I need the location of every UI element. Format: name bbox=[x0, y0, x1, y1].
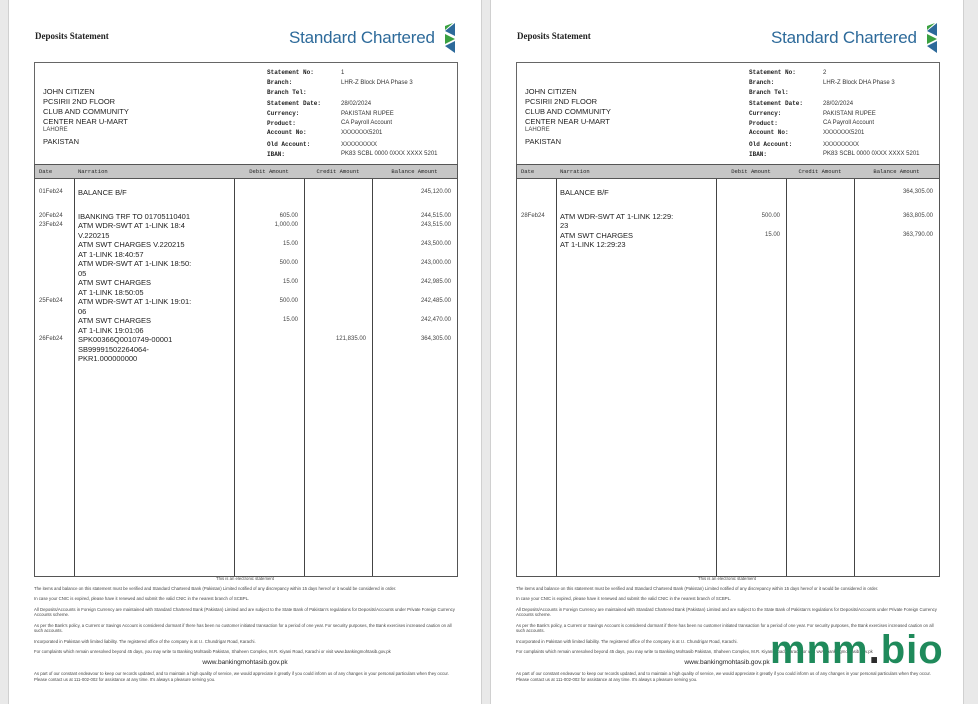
cell-narration: ATM SWT CHARGES AT 1-LINK 18:50:05 bbox=[78, 278, 152, 297]
detail-value: XXXXXXX5201 bbox=[341, 129, 383, 136]
detail-row bbox=[267, 128, 438, 138]
detail-label: Product: bbox=[267, 119, 296, 127]
cell-date: 23Feb24 bbox=[39, 222, 63, 228]
address-city: LAHORE bbox=[525, 127, 550, 133]
bank-logo bbox=[771, 22, 941, 54]
cell-debit bbox=[716, 188, 786, 198]
detail-label: Product: bbox=[749, 119, 778, 127]
detail-label: Branch Tel: bbox=[749, 88, 789, 96]
footer-closing: As part of our constant endeavour to keep our records updated, and to maintain a high quality of service, we would appreciate it greatly if you could inform us of any changes in your personal particulars when they occur. Please contact us at 111-002-002 for assistance at any time. It's always a pleasure serving you. bbox=[516, 671, 931, 682]
detail-label: IBAN: bbox=[749, 150, 768, 158]
detail-row bbox=[749, 140, 920, 150]
detail-label: Old Account: bbox=[267, 141, 311, 149]
cell-narration: ATM SWT CHARGES AT 1-LINK 12:29:23 bbox=[560, 230, 634, 249]
cell-debit: 605.00 bbox=[279, 212, 298, 219]
electronic-statement-note: This is an electronic statement bbox=[215, 576, 275, 581]
detail-row bbox=[749, 99, 920, 109]
detail-label: Statement Date: bbox=[267, 100, 322, 108]
cell-debit: 15.00 bbox=[282, 279, 298, 285]
footer-paragraph: For complaints which remain unresolved beyond 45 days, you may write to Banking Mohtasib Pakistan, Shaheen Complex, M.R. Kiyani Road, Karachi or visit www.bankingmohtasib.gov.pk bbox=[516, 649, 873, 654]
footer-paragraph: Incorporated in Pakistan with limited liability. The registered office of the company is at I.I. Chundrigar Road, Karachi. bbox=[34, 638, 256, 644]
address-country: PAKISTAN bbox=[43, 137, 79, 146]
statement-details bbox=[267, 68, 438, 159]
logo-mark-icon bbox=[441, 22, 459, 54]
column-header: Debit Amount bbox=[249, 168, 289, 175]
detail-row bbox=[749, 109, 920, 119]
cell-balance: 242,985.00 bbox=[420, 279, 451, 285]
cell-credit bbox=[304, 259, 372, 278]
address-line: JOHN CITIZEN bbox=[43, 87, 95, 96]
cell-credit bbox=[304, 240, 372, 259]
table-header bbox=[517, 165, 939, 179]
transactions-table bbox=[34, 164, 458, 577]
account-header bbox=[516, 62, 940, 165]
cell-balance: 243,500.00 bbox=[420, 241, 451, 247]
column-header: Balance Amount bbox=[391, 168, 438, 175]
cell-narration: ATM SWT CHARGES AT 1-LINK 19:01:06 bbox=[78, 316, 152, 335]
cell-narration: ATM SWT CHARGES V.220215 AT 1-LINK 18:40:57 bbox=[78, 240, 185, 259]
ombudsman-link[interactable]: www.bankingmohtasib.gov.pk bbox=[684, 658, 770, 666]
cell-narration: BALANCE B/F bbox=[78, 188, 127, 197]
detail-row bbox=[267, 140, 438, 150]
cell-credit bbox=[786, 188, 854, 198]
detail-row bbox=[749, 87, 920, 97]
cell-date bbox=[35, 316, 74, 335]
cell-credit bbox=[304, 297, 372, 316]
footer-paragraph: All Deposits/Accounts in Foreign Currency are maintained with Standard Chartered Bank (Pakistan) Limited and are subject to the State Bank of Pakistan's regulations for Deposits/Accounts under Private Foreign Currency Accounts scheme. bbox=[34, 606, 455, 617]
watermark-dot: . bbox=[868, 628, 881, 672]
cell-date bbox=[517, 231, 556, 250]
detail-row bbox=[749, 78, 920, 88]
cell-date: 01Feb24 bbox=[39, 189, 63, 195]
cell-date bbox=[35, 240, 74, 259]
cell-date bbox=[517, 188, 556, 198]
table-header bbox=[35, 165, 457, 179]
cell-date bbox=[35, 259, 74, 278]
detail-row bbox=[267, 150, 438, 160]
document-title: Deposits Statement bbox=[517, 31, 591, 41]
cell-debit: 500.00 bbox=[761, 212, 780, 219]
detail-label: Account No: bbox=[749, 129, 789, 137]
detail-value: LHR-Z Block DHA Phase 3 bbox=[823, 79, 895, 86]
cell-credit bbox=[304, 212, 372, 222]
address-line: CENTER NEAR U-MART bbox=[525, 117, 610, 126]
detail-value: PAKISTANI RUPEE bbox=[823, 110, 876, 117]
cell-debit: 500.00 bbox=[279, 260, 298, 266]
cell-credit bbox=[304, 221, 372, 240]
column-header: Credit Amount bbox=[316, 168, 360, 175]
detail-row bbox=[749, 150, 920, 160]
table-row bbox=[517, 212, 939, 231]
footer-closing: As part of our constant endeavour to keep our records updated, and to maintain a high quality of service, we would appreciate it greatly if you could inform us of any changes in your personal particulars when they occur. Please contact us at 111-002-002 for assistance at any time. It's always a pleasure serving you. bbox=[34, 671, 449, 682]
detail-label: Statement No: bbox=[749, 69, 796, 77]
detail-label: Statement Date: bbox=[749, 100, 804, 108]
detail-row bbox=[267, 109, 438, 119]
cell-date bbox=[35, 278, 74, 297]
footer-paragraph: The items and balance on this statement must be verified and Standard Chartered Bank (Pakistan) Limited notified of any discrepancy within 15 days hereof or it would be considered in order. bbox=[34, 585, 397, 591]
column-header: Balance Amount bbox=[873, 168, 920, 175]
footer-paragraph: For complaints which remain unresolved beyond 45 days, you may write to Banking Mohtasib Pakistan, Shaheen Complex, M.R. Kiyani Road, Karachi or visit www.bankingmohtasib.gov.pk bbox=[34, 649, 391, 654]
electronic-statement-note: This is an electronic statement bbox=[697, 576, 757, 581]
table-row bbox=[35, 212, 457, 222]
detail-value: PAKISTANI RUPEE bbox=[341, 110, 394, 117]
table-row bbox=[35, 240, 457, 259]
detail-value: 2 bbox=[823, 69, 827, 76]
bank-logo bbox=[289, 22, 459, 54]
cell-debit bbox=[234, 335, 304, 364]
ombudsman-link[interactable]: www.bankingmohtasib.gov.pk bbox=[202, 658, 288, 666]
column-header: Narration bbox=[560, 168, 590, 175]
transactions-table bbox=[516, 164, 940, 577]
table-rows bbox=[517, 188, 939, 250]
column-header: Credit Amount bbox=[798, 168, 842, 175]
detail-row bbox=[267, 99, 438, 109]
detail-row bbox=[749, 118, 920, 128]
cell-narration: ATM WDR-SWT AT 1-LINK 18:4 V.220215 bbox=[78, 221, 185, 240]
footer-paragraph: The items and balance on this statement must be verified and Standard Chartered Bank (Pakistan) Limited notified of any discrepancy within 15 days hereof or it would be considered in order. bbox=[516, 585, 879, 591]
detail-value: 1 bbox=[341, 69, 345, 76]
address-line: CENTER NEAR U-MART bbox=[43, 117, 128, 126]
cell-balance: 363,790.00 bbox=[902, 231, 933, 238]
detail-label: Account No: bbox=[267, 129, 307, 137]
account-header bbox=[34, 62, 458, 165]
footer-paragraph: As per the Bank's policy, a Current or Savings Account is considered dormant if there has been no customer initiated transaction for a period of one year. For security purposes, the Bank exercises increased caution on all such accounts. bbox=[516, 622, 934, 633]
table-rows bbox=[35, 188, 457, 364]
address-line: CLUB AND COMMUNITY bbox=[525, 107, 611, 116]
detail-value: XXXXXXXXX bbox=[341, 141, 378, 148]
column-header: Date bbox=[39, 168, 53, 175]
logo-text: Standard Chartered bbox=[771, 28, 917, 47]
cell-balance: 243,515.00 bbox=[420, 222, 451, 228]
detail-label: Statement No: bbox=[267, 69, 314, 77]
detail-value: CA Payroll Account bbox=[341, 120, 393, 127]
address-line: PCSIRII 2ND FLOOR bbox=[43, 97, 116, 106]
cell-debit: 15.00 bbox=[764, 231, 780, 238]
address-line: JOHN CITIZEN bbox=[525, 87, 577, 96]
document-title: Deposits Statement bbox=[35, 31, 109, 41]
table-row bbox=[35, 316, 457, 335]
watermark bbox=[770, 628, 944, 673]
column-header: Narration bbox=[78, 168, 108, 175]
column-header: Date bbox=[521, 168, 535, 175]
detail-label: Branch: bbox=[267, 79, 293, 87]
cell-credit bbox=[786, 212, 854, 231]
detail-row bbox=[749, 128, 920, 138]
cell-debit: 500.00 bbox=[279, 298, 298, 304]
detail-value: LHR-Z Block DHA Phase 3 bbox=[341, 79, 413, 86]
cell-credit bbox=[304, 316, 372, 335]
detail-value: XXXXXXXXX bbox=[823, 141, 860, 148]
detail-value: 28/02/2024 bbox=[823, 100, 854, 107]
detail-value: PK83 SCBL 0000 0XXX XXXX 5201 bbox=[823, 151, 920, 158]
table-row bbox=[35, 297, 457, 316]
detail-label: Old Account: bbox=[749, 141, 793, 149]
table-row bbox=[517, 231, 939, 250]
cell-balance: 245,120.00 bbox=[420, 189, 451, 195]
detail-row bbox=[749, 68, 920, 78]
footer-paragraph: As per the Bank's policy, a Current or Savings Account is considered dormant if there has been no customer initiated transaction for a period of one year. For security purposes, the Bank exercises increased caution on all such accounts. bbox=[34, 622, 452, 633]
address-line: PCSIRII 2ND FLOOR bbox=[525, 97, 598, 106]
detail-value: 28/02/2024 bbox=[341, 100, 372, 107]
detail-row bbox=[267, 118, 438, 128]
detail-label: Currency: bbox=[749, 110, 782, 118]
cell-balance: 242,485.00 bbox=[420, 298, 451, 304]
address-city: LAHORE bbox=[43, 127, 68, 133]
cell-balance: 364,305.00 bbox=[902, 189, 933, 195]
footer-paragraph: All Deposits/Accounts in Foreign Currency are maintained with Standard Chartered Bank (Pakistan) Limited and are subject to the State Bank of Pakistan's regulations for Deposits/Accounts under Private Foreign Currency Accounts scheme. bbox=[516, 606, 937, 617]
detail-row bbox=[267, 78, 438, 88]
detail-row bbox=[267, 87, 438, 97]
detail-value: XXXXXXX5201 bbox=[823, 129, 865, 136]
address-country: PAKISTAN bbox=[525, 137, 561, 146]
footer-paragraph: Incorporated in Pakistan with limited liability. The registered office of the company is at I.I. Chundrigar Road, Karachi. bbox=[516, 638, 738, 644]
column-header: Debit Amount bbox=[731, 168, 771, 175]
cell-balance: 364,305.00 bbox=[420, 336, 451, 342]
cell-date: 26Feb24 bbox=[39, 336, 63, 342]
cell-date: 28Feb24 bbox=[521, 212, 545, 219]
cell-narration: IBANKING TRF TO 01705110401 bbox=[78, 211, 191, 221]
cell-narration: ATM WDR-SWT AT 1-LINK 19:01: 06 bbox=[78, 297, 192, 316]
statement-page bbox=[490, 0, 964, 704]
cell-balance: 363,805.00 bbox=[902, 212, 933, 219]
statement-details bbox=[749, 68, 920, 159]
cell-narration: ATM WDR-SWT AT 1-LINK 18:50: 05 bbox=[78, 259, 192, 278]
cell-date: 25Feb24 bbox=[39, 298, 63, 304]
table-row bbox=[35, 221, 457, 240]
cell-balance: 242,470.00 bbox=[420, 317, 451, 323]
cell-debit: 1,000.00 bbox=[274, 222, 298, 228]
detail-label: Branch Tel: bbox=[267, 88, 307, 96]
detail-label: Currency: bbox=[267, 110, 300, 118]
cell-date: 20Feb24 bbox=[39, 212, 63, 219]
customer-address bbox=[43, 87, 129, 147]
cell-narration: SPK00366Q0010749-00001 SB99991502264064- PKR1.000000000 bbox=[78, 335, 173, 363]
cell-credit bbox=[304, 188, 372, 198]
table-row bbox=[35, 188, 457, 198]
logo-text: Standard Chartered bbox=[289, 28, 435, 47]
cell-narration: ATM WDR-SWT AT 1-LINK 12:29: 23 bbox=[560, 211, 674, 230]
watermark-suffix: bio bbox=[880, 628, 944, 672]
customer-address bbox=[525, 87, 611, 147]
statement-page bbox=[8, 0, 482, 704]
table-body bbox=[35, 179, 457, 576]
cell-debit: 15.00 bbox=[282, 317, 298, 323]
cell-narration: BALANCE B/F bbox=[560, 188, 609, 197]
logo-mark-icon bbox=[923, 22, 941, 54]
footer-paragraph: In case your CNIC is expired, please have it renewed and submit the valid CNIC in the nearest branch of SCBPL. bbox=[34, 596, 250, 601]
cell-credit bbox=[786, 231, 854, 250]
table-row bbox=[517, 188, 939, 198]
cell-debit bbox=[234, 188, 304, 198]
table-body bbox=[517, 179, 939, 576]
cell-balance: 243,000.00 bbox=[420, 260, 451, 266]
cell-credit bbox=[304, 278, 372, 297]
statement-footer bbox=[34, 576, 456, 687]
table-row bbox=[35, 278, 457, 297]
cell-credit: 121,835.00 bbox=[335, 336, 366, 342]
table-row bbox=[35, 259, 457, 278]
detail-label: IBAN: bbox=[267, 150, 286, 158]
detail-value: PK83 SCBL 0000 0XXX XXXX 5201 bbox=[341, 151, 438, 158]
table-row bbox=[35, 335, 457, 364]
address-line: CLUB AND COMMUNITY bbox=[43, 107, 129, 116]
footer-paragraph: In case your CNIC is expired, please have it renewed and submit the valid CNIC in the nearest branch of SCBPL. bbox=[516, 596, 732, 601]
detail-row bbox=[267, 68, 438, 78]
cell-balance: 244,515.00 bbox=[420, 212, 451, 219]
detail-label: Branch: bbox=[749, 79, 775, 87]
watermark-prefix: mnm bbox=[770, 628, 869, 672]
detail-value: CA Payroll Account bbox=[823, 120, 875, 127]
cell-debit: 15.00 bbox=[282, 241, 298, 247]
